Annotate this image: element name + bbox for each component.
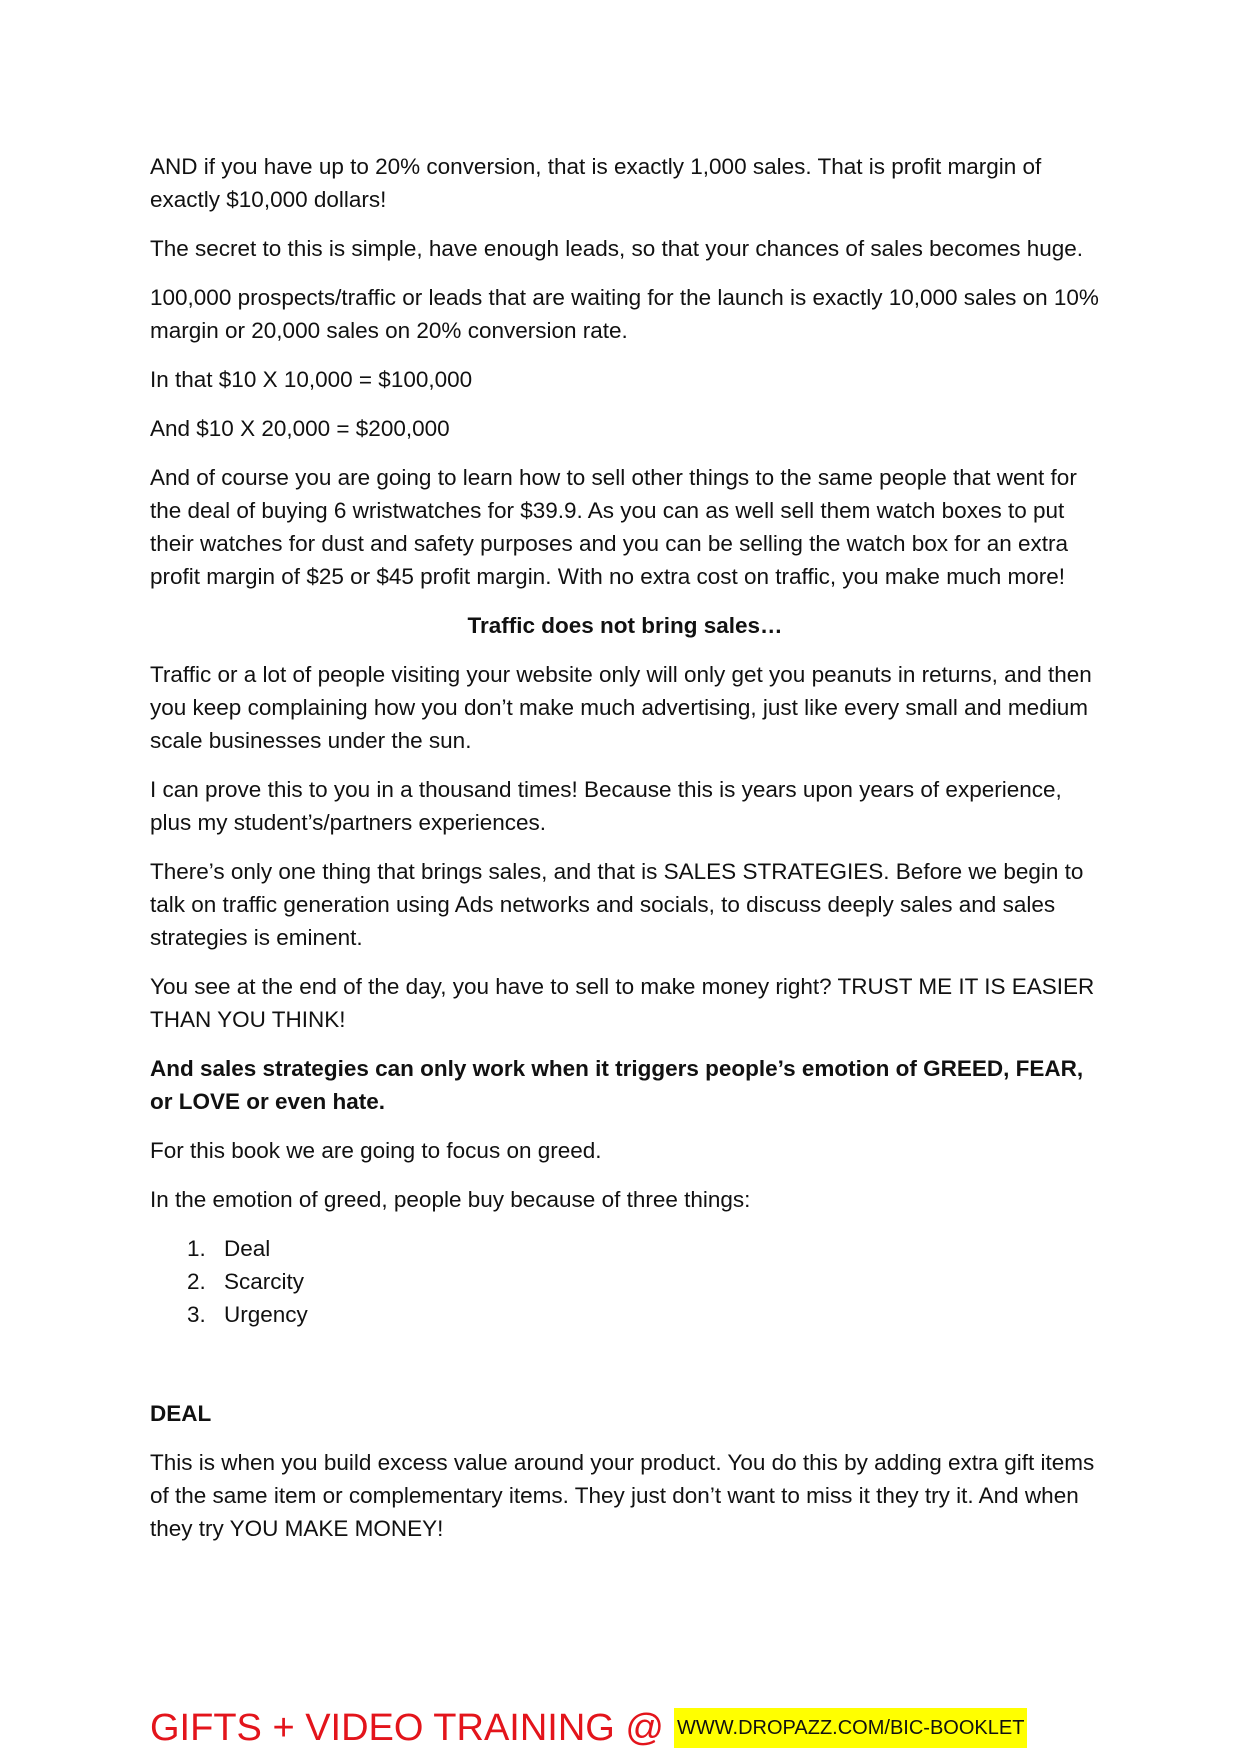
paragraph: 100,000 prospects/traffic or leads that are waiting for the launch is exactly 10,000 sales on 10% margin or 20,000 sales on 20% conversion rate. <box>150 285 1099 343</box>
section-heading-deal: DEAL <box>150 1401 212 1426</box>
footer-main-text: GIFTS + VIDEO TRAINING @ <box>150 1707 665 1749</box>
list-label: Urgency <box>224 1302 308 1327</box>
list-number: 2. <box>187 1269 206 1294</box>
footer-banner <box>150 1708 1027 1748</box>
paragraph: The secret to this is simple, have enough leads, so that your chances of sales becomes huge. <box>150 236 1084 261</box>
greed-list <box>150 1232 1100 1331</box>
list-item <box>150 1232 1100 1265</box>
list-label: Scarcity <box>224 1269 305 1294</box>
footer-link[interactable]: WWW.DROPAZZ.COM/BIC-BOOKLET <box>674 1708 1027 1748</box>
paragraph: And of course you are going to learn how to sell other things to the same people that went for the deal of buying 6 wristwatches for $39.9. As you can as well sell them watch boxes to put their watches for dust and safety purposes and you can be selling the watch box for an extra profit margin of $25 or $45 profit margin. With no extra cost on traffic, you make much more! <box>150 465 1077 589</box>
paragraph: Traffic or a lot of people visiting your website only will only get you peanuts in returns, and then you keep complaining how you don’t make much advertising, just like every small and medium scale businesses under the sun. <box>150 662 1092 753</box>
list-item <box>150 1298 1100 1331</box>
list-label: Deal <box>224 1236 271 1261</box>
paragraph: For this book we are going to focus on greed. <box>150 1138 602 1163</box>
bold-paragraph: And sales strategies can only work when it triggers people’s emotion of GREED, FEAR, or LOVE or even hate. <box>150 1056 1084 1114</box>
list-number: 1. <box>187 1236 206 1261</box>
list-number: 3. <box>187 1302 206 1327</box>
section-heading-traffic: Traffic does not bring sales… <box>467 613 783 638</box>
paragraph: I can prove this to you in a thousand times! Because this is years upon years of experience, plus my student’s/partners experiences. <box>150 777 1062 835</box>
paragraph: AND if you have up to 20% conversion, that is exactly 1,000 sales. That is profit margin of exactly $10,000 dollars! <box>150 154 1042 212</box>
paragraph: In that $10 X 10,000 = $100,000 <box>150 367 473 392</box>
document-page <box>150 150 1100 1561</box>
paragraph: And $10 X 20,000 = $200,000 <box>150 416 450 441</box>
paragraph: This is when you build excess value around your product. You do this by adding extra gift items of the same item or complementary items. They just don’t want to miss it they try it. And when they try YOU MAKE MONEY! <box>150 1450 1095 1541</box>
paragraph: In the emotion of greed, people buy because of three things: <box>150 1187 751 1212</box>
paragraph: There’s only one thing that brings sales, and that is SALES STRATEGIES. Before we begin to talk on traffic generation using Ads networks and socials, to discuss deeply sales and sales strategies is eminent. <box>150 859 1084 950</box>
list-item <box>150 1265 1100 1298</box>
paragraph: You see at the end of the day, you have to sell to make money right? TRUST ME IT IS EASIER THAN YOU THINK! <box>150 974 1095 1032</box>
